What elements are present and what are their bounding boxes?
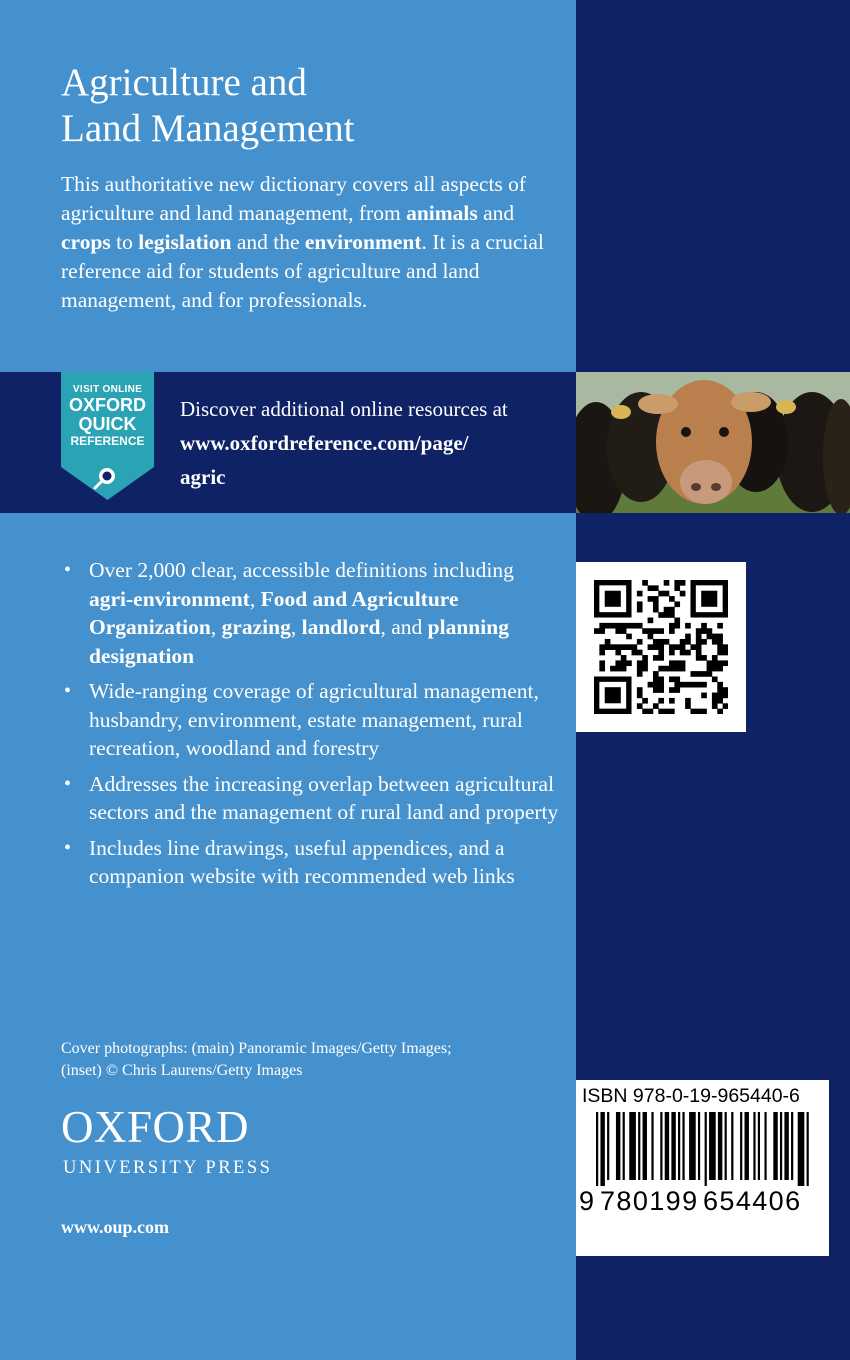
badge-quick: QUICK [78, 414, 137, 434]
bullet-mark: • [64, 680, 72, 702]
publisher-website[interactable]: www.oup.com [61, 1217, 170, 1237]
intro-text: and the [231, 230, 305, 254]
feature-text: , [249, 586, 261, 611]
intro-text: This authoritative new dictionary covers all aspects of agriculture and land management, from [61, 172, 527, 225]
online-resources-text [180, 392, 560, 494]
feature-bold: landlord [301, 615, 381, 639]
university-press-logo: UNIVERSITY PRESS [63, 1158, 273, 1178]
feature-bold: grazing [221, 615, 291, 639]
feature-text: Addresses the increasing overlap between agricultural sectors and the management of rural land and property [89, 771, 559, 824]
feature-text: Wide-ranging coverage of agricultural management, husbandry, environment, estate management, rural recreation, woodland and forestry [89, 679, 539, 760]
intro-bold: environment [304, 230, 422, 254]
oxford-quick-reference-badge[interactable] [61, 372, 154, 500]
title-line-2: Land Management [61, 107, 355, 150]
online-lead: Discover additional online resources at [180, 397, 508, 421]
bullet-mark: • [64, 559, 72, 581]
isbn-barcode [576, 1080, 829, 1256]
online-url-line-2[interactable]: agric [180, 465, 226, 489]
barcode-group-2: 654406 [703, 1186, 802, 1216]
badge-visit-online: VISIT ONLINE [72, 384, 143, 395]
barcode-group-1: 780199 [600, 1186, 699, 1216]
feature-bold: Food and Agriculture Organization [89, 586, 459, 639]
bullet-mark: • [64, 836, 72, 859]
intro-bold: animals [406, 201, 478, 225]
badge-text [61, 384, 154, 449]
feature-list [61, 556, 561, 898]
feature-item [61, 677, 561, 763]
cows-photo [576, 372, 850, 513]
intro-paragraph [61, 170, 561, 315]
online-url-line-1[interactable]: www.oxfordreference.com/page/ [180, 431, 469, 455]
book-title [61, 60, 561, 152]
isbn-label: ISBN 978-0-19-965440-6 [582, 1085, 800, 1107]
barcode-first-digit: 9 [579, 1186, 595, 1216]
feature-item [61, 556, 561, 670]
oxford-logo: OXFORD [61, 1102, 250, 1152]
feature-text: Over 2,000 clear, accessible definitions including [89, 558, 514, 582]
badge-reference: REFERENCE [70, 434, 145, 448]
qr-code[interactable] [576, 562, 746, 732]
title-line-1: Agriculture and [61, 61, 307, 104]
bullet-mark: • [64, 772, 72, 795]
feature-bold: agri-environment [89, 586, 250, 611]
badge-oxford: OXFORD [68, 395, 146, 415]
intro-bold: legislation [138, 230, 232, 254]
feature-text: , and [380, 615, 428, 639]
feature-item [61, 770, 561, 827]
feature-text: , [210, 615, 222, 639]
intro-text: and [477, 201, 515, 225]
feature-item [61, 834, 561, 891]
feature-text: , [290, 615, 302, 639]
intro-text: . It is a crucial reference aid for students of agriculture and land management, and for professionals. [61, 230, 544, 312]
intro-bold: crops [61, 230, 111, 254]
online-resources-band [0, 372, 850, 513]
cover-credits [61, 1038, 561, 1082]
feature-bold: planning designation [89, 615, 509, 668]
intro-text: to [110, 230, 139, 254]
credits-line-2: (inset) © Chris Laurens/Getty Images [61, 1062, 303, 1079]
qr-code-pattern [594, 580, 728, 714]
credits-line-1: Cover photographs: (main) Panoramic Images/Getty Images; [61, 1040, 452, 1057]
barcode-bars [596, 1112, 811, 1186]
feature-text: Includes line drawings, useful appendices, and a companion website with recommended web links [89, 835, 515, 888]
